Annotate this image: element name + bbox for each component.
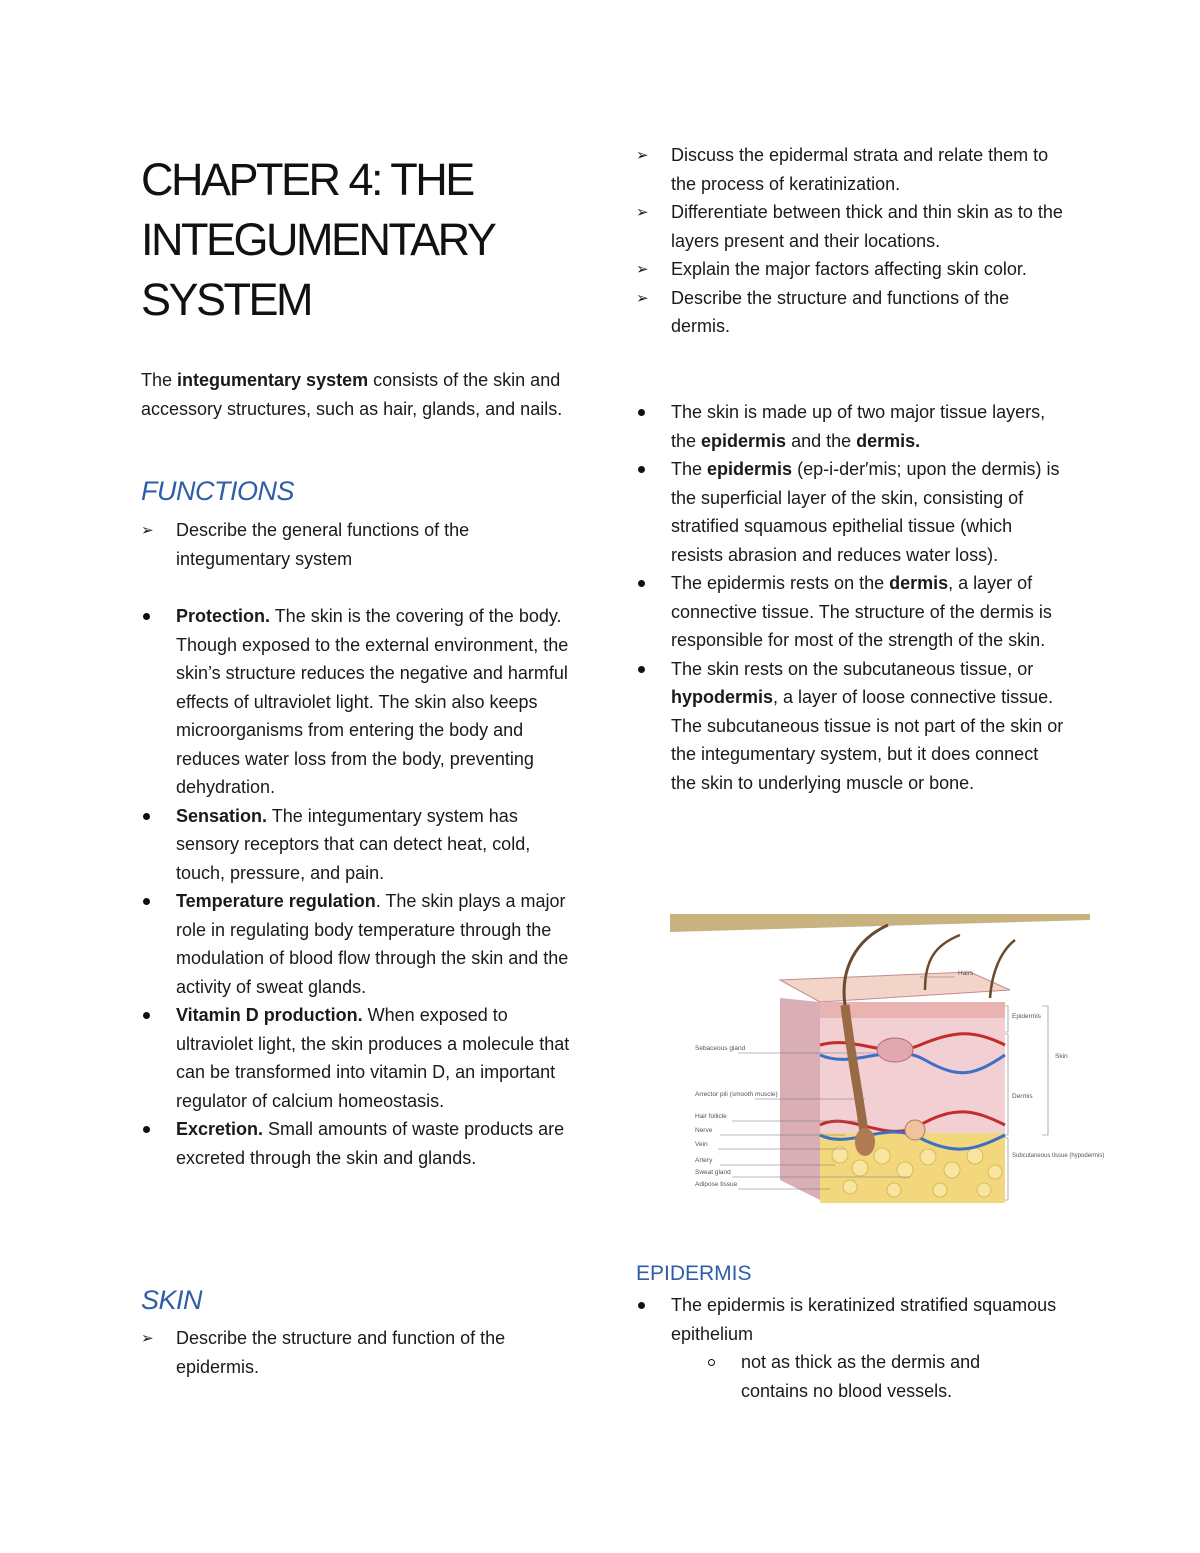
skin-facts-list — [636, 398, 1066, 797]
objective-item: ➢ Describe the general functions of the integumentary system — [141, 516, 571, 573]
function-item: Protection. The skin is the covering of the body. Though exposed to the external environment, the skin’s structure reduces the negative and harmful effects of ultraviolet light. The skin also keeps microorganisms from entering the body and reduces water loss from the body, preventing dehydration. — [176, 606, 569, 797]
arrow-bullet-icon: ➢ — [636, 261, 649, 278]
skin-heading: SKIN — [141, 1285, 203, 1315]
sweat-gland — [905, 1120, 925, 1140]
function-item: Temperature regulation. The skin plays a major role in regulating body temperature through the modulation of blood flow through the skin and the activity of sweat glands. — [176, 891, 569, 997]
epidermis-list — [636, 1291, 1066, 1348]
skin-objectives-right — [636, 141, 1066, 341]
intro-paragraph: The integumentary system consists of the skin and accessory structures, such as hair, glands, and nails. — [141, 370, 563, 419]
figure-label: Nerve — [695, 1127, 713, 1134]
figure-label: Skin — [1055, 1053, 1068, 1060]
intro-term: integumentary system — [177, 370, 369, 390]
figure-label: Sweat gland — [695, 1169, 731, 1176]
functions-heading: FUNCTIONS — [141, 476, 294, 506]
fact-item: The epidermis rests on the dermis, a layer of connective tissue. The structure of the dermis is responsible for most of the strength of the skin. — [671, 573, 1052, 650]
objective-item: ➢ Explain the major factors affecting skin color. — [636, 255, 1066, 284]
objective-item: ➢ Describe the structure and functions of the dermis. — [636, 284, 1066, 341]
fact-item: The skin is made up of two major tissue layers, the epidermis and the dermis. — [671, 402, 1046, 451]
arrow-bullet-icon: ➢ — [141, 1330, 154, 1347]
figure-label: Hair follicle — [695, 1113, 727, 1120]
functions-objectives — [141, 516, 571, 573]
epidermis-sublist — [706, 1348, 1006, 1405]
objective-item: ➢ Differentiate between thick and thin skin as to the layers present and their locations. — [636, 198, 1066, 255]
function-item: Vitamin D production. When exposed to ultraviolet light, the skin produces a molecule that can be transformed into vitamin D, an important regulator of calcium homeostasis. — [176, 1005, 570, 1111]
arrow-bullet-icon: ➢ — [636, 204, 649, 221]
hair-bulb — [855, 1128, 875, 1156]
fact-item: The epidermis (ep-i-der′mis; upon the dermis) is the superficial layer of the skin, consisting of stratified squamous epithelial tissue (which resists abrasion and reduces water loss). — [671, 459, 1060, 565]
fact-item: The skin rests on the subcutaneous tissue, or hypodermis, a layer of loose connective tissue. The subcutaneous tissue is not part of the skin or the integumentary system, but it does connect the skin to underlying muscle or bone. — [671, 658, 1064, 793]
skin-objectives-left — [141, 1324, 571, 1381]
objective-item: ➢ Discuss the epidermal strata and relate them to the process of keratinization. — [636, 141, 1066, 198]
epidermis-subitem: not as thick as the dermis and contains no blood vessels. — [741, 1352, 981, 1401]
sebaceous-gland — [877, 1038, 913, 1062]
figure-label: Arrector pili (smooth muscle) — [695, 1091, 778, 1098]
epidermis-item: The epidermis is keratinized stratified squamous epithelium — [671, 1295, 1057, 1344]
figure-label: Epidermis — [1012, 1013, 1041, 1020]
arrow-bullet-icon: ➢ — [636, 147, 649, 164]
arrow-bullet-icon: ➢ — [636, 289, 649, 307]
figure-label: Hairs — [958, 970, 974, 977]
arrow-bullet-icon: ➢ — [141, 522, 154, 539]
figure-label: Adipose tissue — [695, 1181, 738, 1188]
figure-label: Sebaceous gland — [695, 1045, 746, 1052]
figure-label: Subcutaneous tissue (hypodermis) — [1012, 1153, 1105, 1159]
page-title: CHAPTER 4: THE INTEGUMENTARY SYSTEM — [141, 154, 494, 325]
epidermis-surface — [780, 972, 1010, 1002]
function-item: Sensation. The integumentary system has sensory receptors that can detect heat, cold, touch, pressure, and pain. — [176, 805, 531, 883]
figure-label: Artery — [695, 1157, 713, 1164]
functions-list — [141, 602, 571, 1172]
objective-item: ➢ Describe the structure and function of the epidermis. — [141, 1324, 571, 1381]
figure-label: Dermis — [1012, 1093, 1033, 1100]
function-item: Excretion. Small amounts of waste products are excreted through the skin and glands. — [176, 1119, 565, 1168]
skin-cross-section-figure — [670, 910, 1105, 1222]
figure-label: Vein — [695, 1141, 708, 1148]
epidermis-heading: EPIDERMIS — [636, 1262, 752, 1285]
